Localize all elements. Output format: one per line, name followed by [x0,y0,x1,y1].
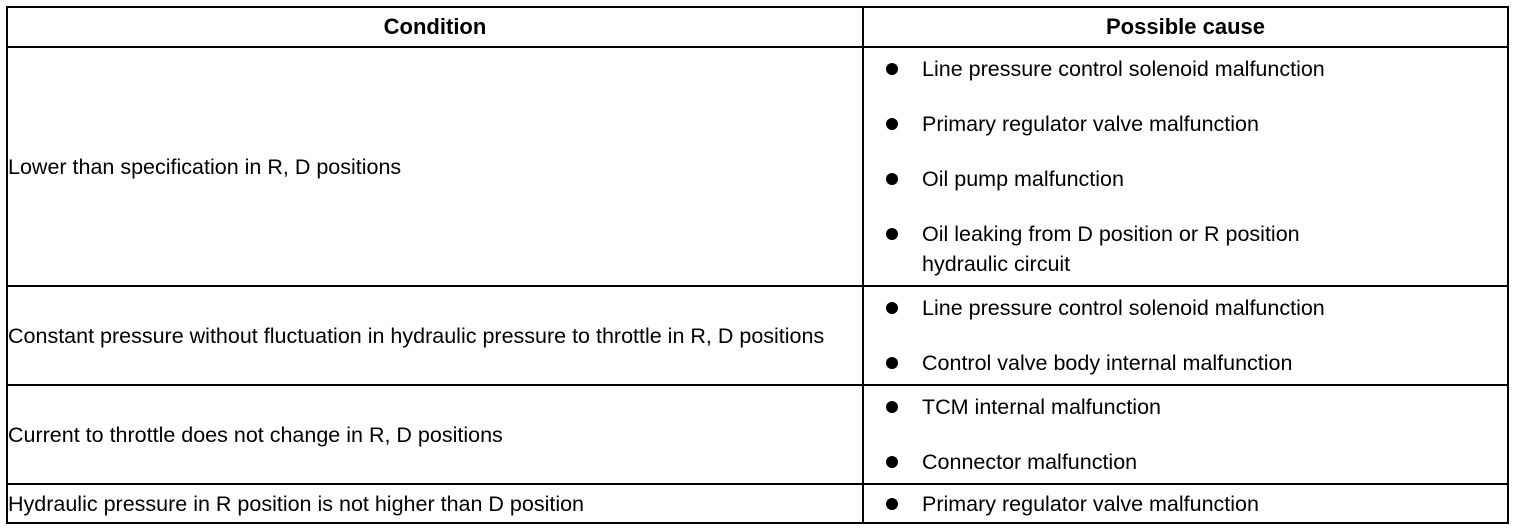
diagnosis-table [6,6,1509,524]
cause-item [886,447,1507,477]
header-row [7,7,1508,47]
condition-cell: Lower than specification in R, D positions [7,47,863,286]
bullet-icon [886,228,898,240]
bullet-icon [886,401,898,413]
table-row [7,385,1508,484]
bullet-icon [886,173,898,185]
cause-list [864,386,1507,483]
cause-text: Oil leaking from D position or R position hydraulic circuit [922,222,1300,276]
cause-list [864,287,1507,384]
possible-cause-header: Possible cause [863,7,1508,47]
cause-text: Primary regulator valve malfunction [922,112,1259,136]
cause-text: Oil pump malfunction [922,167,1124,191]
cause-text: Connector malfunction [922,450,1138,474]
cause-item [886,348,1507,378]
bullet-icon [886,302,898,314]
bullet-icon [886,357,898,369]
cause-cell [863,47,1508,286]
condition-cell: Current to throttle does not change in R, D positions [7,385,863,484]
cause-cell [863,484,1508,523]
cause-text: Primary regulator valve malfunction [922,491,1259,516]
cause-cell [863,385,1508,484]
bullet-icon [886,63,898,75]
bullet-icon [886,456,898,468]
cause-item [886,293,1507,323]
cause-item [886,219,1507,279]
cause-item [886,164,1507,194]
cause-item [886,109,1507,139]
table-row [7,47,1508,286]
cause-list [864,486,1507,522]
cause-item [886,489,1507,519]
cause-text: Line pressure control solenoid malfunction [922,57,1325,81]
cause-item [886,54,1507,84]
bullet-icon [886,118,898,130]
cause-text: TCM internal malfunction [922,395,1161,419]
cause-text: Control valve body internal malfunction [922,351,1293,375]
bullet-icon [886,498,898,510]
table-row [7,286,1508,385]
condition-cell: Constant pressure without fluctuation in hydraulic pressure to throttle in R, D positions [7,286,863,385]
cause-item [886,392,1507,422]
cause-text: Line pressure control solenoid malfunction [922,296,1325,320]
table-row [7,484,1508,523]
condition-header: Condition [7,7,863,47]
cause-cell [863,286,1508,385]
cause-list [864,48,1507,285]
condition-cell: Hydraulic pressure in R position is not higher than D position [7,484,863,523]
